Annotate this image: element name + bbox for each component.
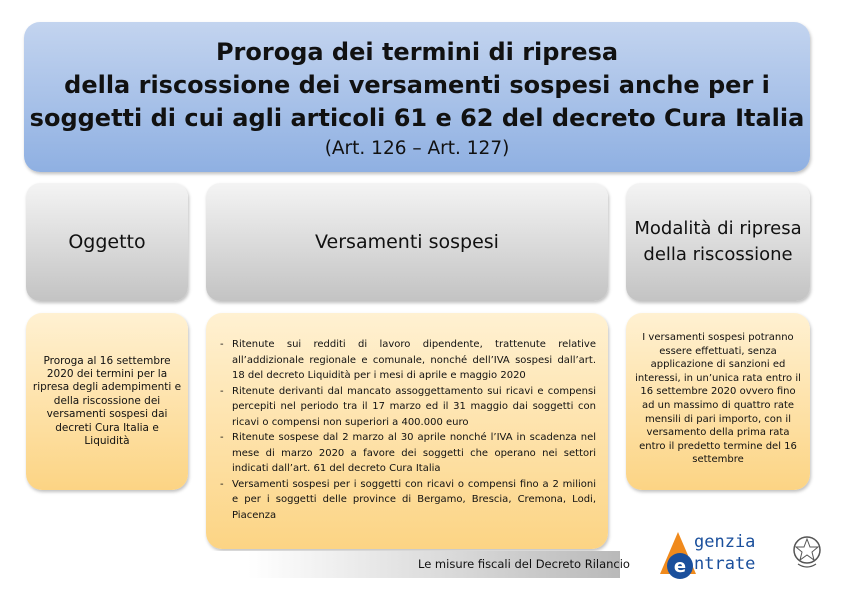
title-banner <box>24 22 810 172</box>
column-header-oggetto <box>26 183 188 301</box>
title-line-1: Proroga dei termini di ripresa <box>215 38 619 66</box>
logo-line-2: ntrate <box>694 554 756 574</box>
footer-text: Le misure fiscali del Decreto Rilancio <box>418 557 630 571</box>
column-header-modalita <box>626 183 810 301</box>
italian-republic-emblem-icon <box>792 532 822 572</box>
modalita-body <box>626 313 810 490</box>
column-header-label: Modalità di ripresa della riscossione <box>634 218 802 265</box>
list-item: - Ritenute sui redditi di lavoro dipendente, trattenute relative all’addizionale regionale e comunale, nonché dell’IVA sospesi dall’art. 18 del decreto Liquidità per i mesi di aprile e maggio 2020 <box>218 337 596 384</box>
list-item: - Ritenute sospese dal 2 marzo al 30 aprile nonché l’IVA in scadenza nel mese di marzo 2020 a favore dei soggetti che operano nei settori indicati dall’art. 61 del decreto Cura Italia <box>218 430 596 477</box>
column-header-label: Oggetto <box>68 231 146 253</box>
page-title <box>24 36 810 135</box>
page-subtitle: (Art. 126 – Art. 127) <box>324 138 510 159</box>
agenzia-entrate-logo <box>652 520 822 586</box>
modalita-text: I versamenti sospesi potranno essere effettuati, senza applicazione di sanzioni ed interessi, in un’unica rata entro il 16 settembre 2020 ovvero fino ad un massimo di quattro rate mensili di pari importo, con il versamento della prima rata entro il predetto termine del 16 settembre <box>635 332 801 466</box>
logo-line-1: genzia <box>694 532 756 552</box>
versamenti-body <box>206 313 608 549</box>
column-header-versamenti <box>206 183 608 301</box>
oggetto-text: Proroga al 16 settembre 2020 dei termini per la ripresa degli adempimenti e della riscossione dei versamenti sospesi dai decreti Cura Italia e Liquidità <box>32 354 182 448</box>
versamenti-list <box>218 337 596 523</box>
oggetto-body <box>26 313 188 490</box>
svg-text:e: e <box>673 556 687 577</box>
list-item: - Versamenti sospesi per i soggetti con ricavi o compensi fino a 2 milioni e per i soggetti delle province di Bergamo, Brescia, Cremona, Lodi, Piacenza <box>218 477 596 524</box>
column-header-label: Versamenti sospesi <box>315 231 499 253</box>
title-line-3: soggetti di cui agli articoli 61 e 62 del decreto Cura Italia <box>29 104 805 132</box>
title-line-2: della riscossione dei versamenti sospesi anche per i <box>64 71 770 99</box>
list-item: - Ritenute derivanti dal mancato assoggettamento sui ricavi e compensi percepiti nel periodo tra il 17 marzo ed il 31 maggio dai soggetti con ricavi o compensi non superiori a 400.000 euro <box>218 384 596 431</box>
